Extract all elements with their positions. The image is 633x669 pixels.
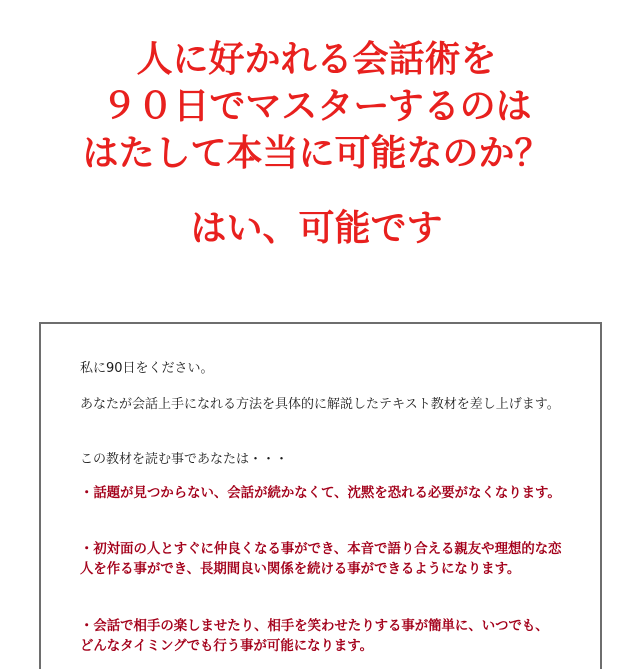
headline-line-1: 人に好かれる会話術を xyxy=(136,38,497,80)
benefit-item: ・会話で相手の楽しませたり、相手を笑わせたりする事が簡単に、いつでも、どんなタイミングでも行う事が可能になります。 xyxy=(80,619,549,654)
headline-line-3: はたして本当に可能なのか？ xyxy=(82,132,551,174)
letter-box xyxy=(39,322,602,669)
benefit-item: ・話題が見つからない、会話が続かなくて、沈黙を恐れる必要がなくなります。 xyxy=(80,486,561,501)
letter-intro: 私に90日をください。 xyxy=(80,361,214,376)
headline-line-2: ９０日でマスターするのは xyxy=(101,85,532,127)
headline-answer: はい、可能です xyxy=(190,207,443,249)
benefit-item: ・初対面の人とすぐに仲良くなる事ができ、本音で語り合える親友や理想的な恋人を作る事ができ、長期間良い関係を続ける事ができるようになります。 xyxy=(80,542,562,577)
letter-offer: あなたが会話上手になれる方法を具体的に解説したテキスト教材を差し上げます。 xyxy=(80,397,560,412)
letter-lead-in: この教材を読む事であなたは・・・ xyxy=(80,452,289,467)
